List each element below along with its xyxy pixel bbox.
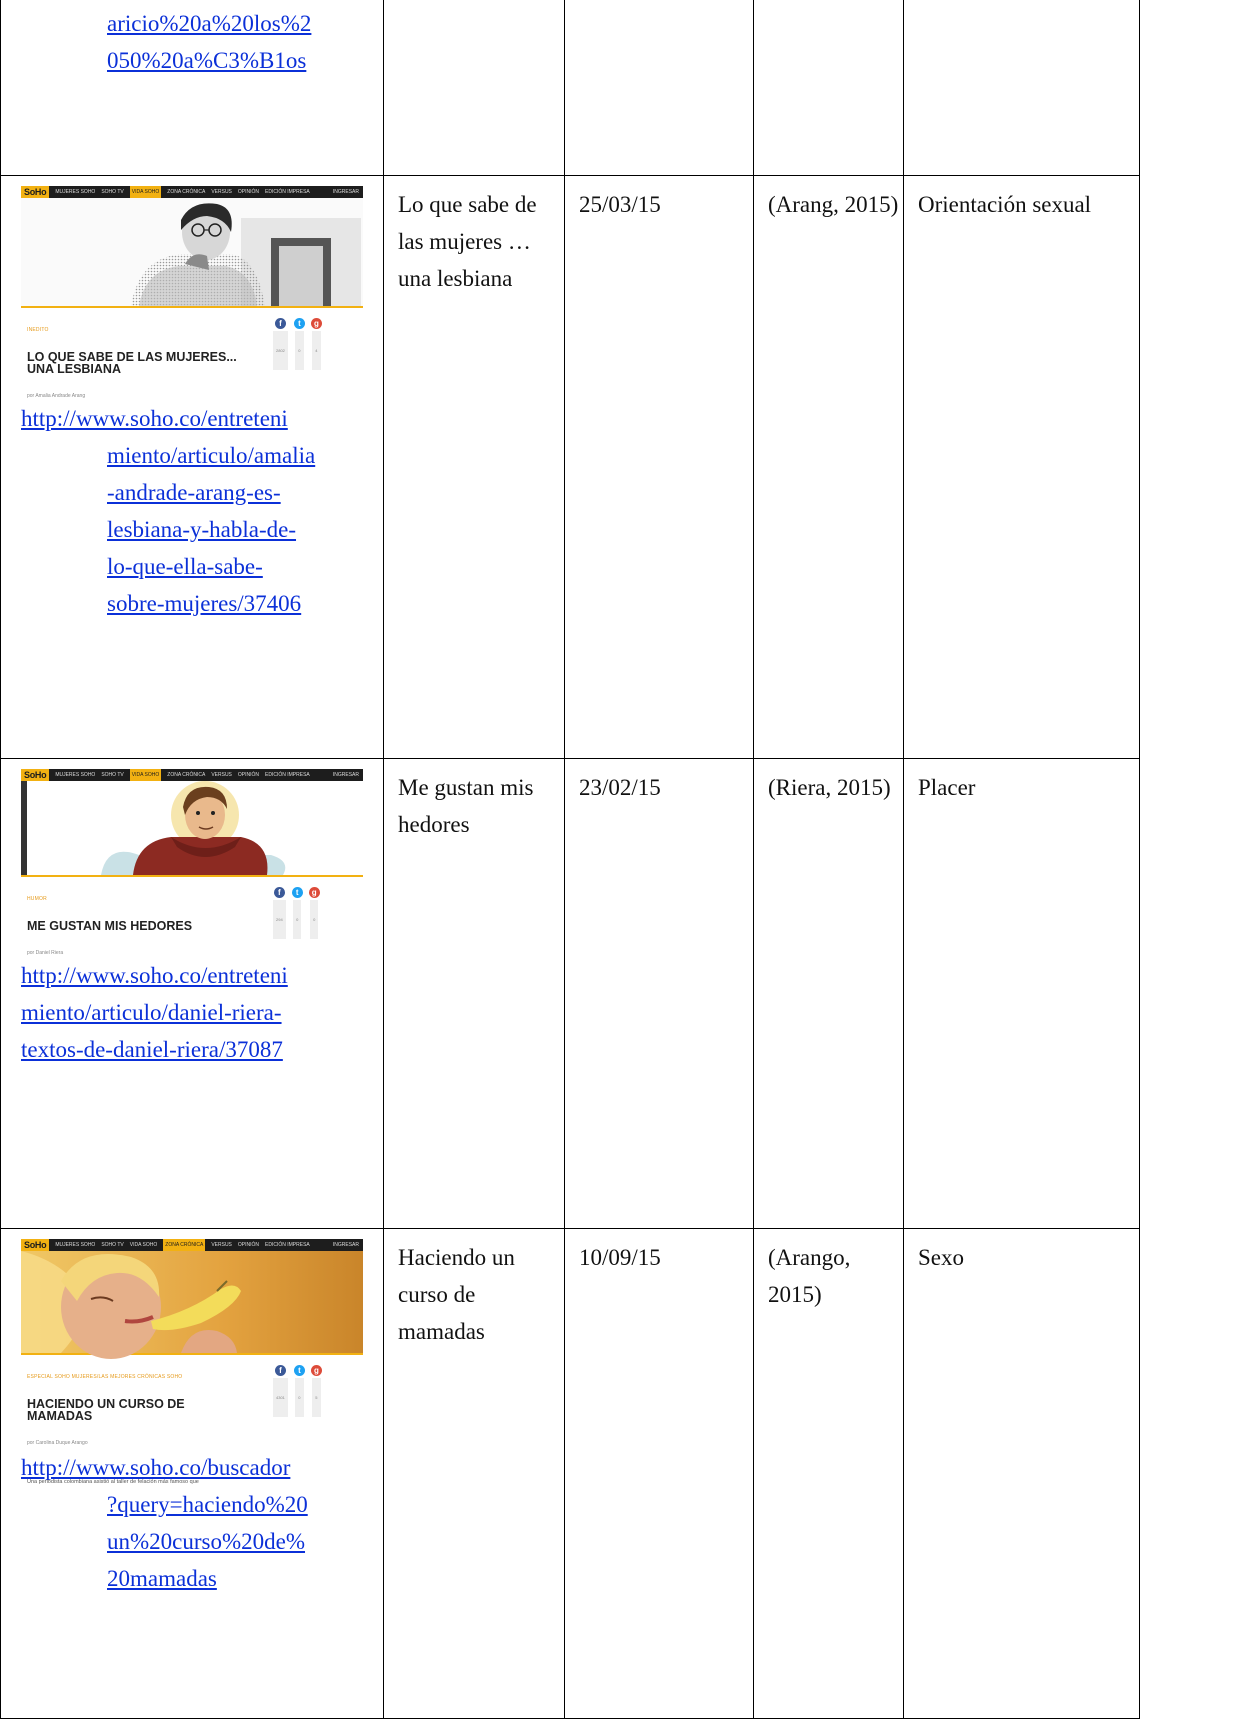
share-count: 0 xyxy=(293,900,301,939)
twitter-icon: t xyxy=(294,1365,305,1376)
share-count: 0 xyxy=(310,900,318,939)
social-share xyxy=(273,318,322,370)
nav-item: SOHO TV xyxy=(101,188,124,195)
article-date: 10/09/15 xyxy=(579,1245,661,1270)
article-teaser: Una periodista colombiana asistió al taller de felación más famoso que xyxy=(27,1479,199,1485)
link-cell xyxy=(1,759,384,1229)
article-section: HUMOR xyxy=(27,896,47,902)
category-cell xyxy=(904,759,1140,1229)
share-count: 5 xyxy=(312,1378,320,1417)
twitter-icon: t xyxy=(292,887,303,898)
article-link[interactable] xyxy=(1,400,383,622)
article-headline: ME GUSTAN MIS HEDORES xyxy=(27,919,193,933)
link-cell xyxy=(1,176,384,759)
article-link-line[interactable]: ?query=haciendo%20 xyxy=(107,1492,308,1517)
nav-item: ZONA CRÓNICA xyxy=(167,188,206,195)
link-cell xyxy=(1,0,384,176)
article-link-line[interactable]: 050%20a%C3%B1os xyxy=(107,48,307,73)
table-row xyxy=(1,176,1140,759)
nav-item: MUJERES SOHO xyxy=(55,1241,96,1248)
link-cell xyxy=(1,1229,384,1719)
share-count: 4301 xyxy=(273,1378,288,1417)
title-cell xyxy=(384,176,565,759)
article-citation: (Arango, 2015) xyxy=(768,1245,851,1307)
article-title: Lo que sabe de las mujeres … una lesbiana xyxy=(398,192,537,291)
social-share xyxy=(273,1365,322,1417)
nav-item: EDICIÓN IMPRESA xyxy=(265,188,310,195)
photo-illustration xyxy=(21,1251,363,1353)
nav-item: VERSUS xyxy=(211,1241,232,1248)
article-date: 25/03/15 xyxy=(579,192,661,217)
site-logo: SoHo xyxy=(21,1239,49,1251)
article-link-line[interactable]: sobre-mujeres/37406 xyxy=(107,591,302,616)
article-section: ESPECIAL SOHO MUJERES/LAS MEJORES CRÓNICAS SOHO xyxy=(27,1374,183,1380)
article-link-line[interactable]: un%20curso%20de% xyxy=(107,1529,306,1554)
nav-item: OPINIÓN xyxy=(237,771,260,778)
article-byline: por Amalia Andrade Arang xyxy=(27,393,86,399)
share-count: 2802 xyxy=(273,331,288,370)
article-screenshot xyxy=(21,186,363,399)
article-title: Haciendo un curso de mamadas xyxy=(398,1245,515,1344)
nav-item: MUJERES SOHO xyxy=(55,771,96,778)
login-link: INGRESAR xyxy=(332,771,359,778)
article-link-line[interactable]: lo-que-ella-sabe- xyxy=(107,554,263,579)
article-byline: por Daniel Riera xyxy=(27,950,64,956)
nav-item: SOHO TV xyxy=(101,1241,124,1248)
citation-cell xyxy=(754,0,904,176)
article-title: Me gustan mis hedores xyxy=(398,775,534,837)
share-count: 0 xyxy=(295,331,303,370)
site-navbar xyxy=(21,769,363,781)
share-count: 294 xyxy=(273,900,286,939)
nav-item: EDICIÓN IMPRESA xyxy=(265,1241,310,1248)
social-share xyxy=(273,887,320,939)
title-cell xyxy=(384,0,565,176)
article-link-line[interactable]: miento/articulo/amalia xyxy=(107,443,316,468)
google-plus-icon: g xyxy=(311,1365,322,1376)
site-logo: SoHo xyxy=(21,186,49,198)
category-cell xyxy=(904,1229,1140,1719)
hero-image xyxy=(21,1251,363,1353)
article-link-line[interactable]: aricio%20a%20los%2 xyxy=(107,11,312,36)
article-citation: (Arang, 2015) xyxy=(768,192,899,217)
nav-item-active: ZONA CRÓNICA xyxy=(163,1239,205,1251)
google-plus-icon: g xyxy=(309,887,320,898)
hero-image xyxy=(21,198,363,306)
article-headline: LO QUE SABE DE LAS MUJERES... UNA LESBIANA xyxy=(27,350,237,376)
date-cell xyxy=(565,0,754,176)
article-category: Placer xyxy=(918,775,976,800)
table-row xyxy=(1,759,1140,1229)
share-count: 4 xyxy=(312,331,320,370)
site-navbar xyxy=(21,186,363,198)
category-cell xyxy=(904,0,1140,176)
citation-cell xyxy=(754,176,904,759)
article-screenshot xyxy=(21,769,363,956)
article-link-line[interactable]: lesbiana-y-habla-de- xyxy=(107,517,297,542)
category-cell xyxy=(904,176,1140,759)
site-navbar xyxy=(21,1239,363,1251)
table-row xyxy=(1,0,1140,176)
google-plus-icon: g xyxy=(311,318,322,329)
article-link-line[interactable]: http://www.soho.co/buscador xyxy=(21,1455,291,1480)
article-category: Sexo xyxy=(918,1245,964,1270)
nav-item: OPINIÓN xyxy=(237,1241,260,1248)
article-citation: (Riera, 2015) xyxy=(768,775,891,800)
article-meta xyxy=(21,877,363,956)
nav-item: OPINIÓN xyxy=(237,188,260,195)
login-link: INGRESAR xyxy=(332,1241,359,1248)
article-category: Orientación sexual xyxy=(918,192,1092,217)
nav-item: VERSUS xyxy=(211,188,232,195)
article-section: INEDITO xyxy=(27,327,49,333)
nav-item: VIDA SOHO xyxy=(129,1241,158,1248)
title-cell xyxy=(384,1229,565,1719)
portrait-illustration xyxy=(21,198,363,306)
date-cell xyxy=(565,759,754,1229)
facebook-icon: f xyxy=(274,887,285,898)
citation-cell xyxy=(754,1229,904,1719)
share-count: 0 xyxy=(295,1378,303,1417)
article-headline: HACIENDO UN CURSO DE MAMADAS xyxy=(27,1397,185,1423)
article-link-line[interactable]: textos-de-daniel-riera/37087 xyxy=(21,1037,283,1062)
article-link[interactable] xyxy=(1,957,383,1068)
nav-item: EDICIÓN IMPRESA xyxy=(265,771,310,778)
twitter-icon: t xyxy=(294,318,305,329)
article-date: 23/02/15 xyxy=(579,775,661,800)
login-link: INGRESAR xyxy=(332,188,359,195)
nav-item: VERSUS xyxy=(211,771,232,778)
facebook-icon: f xyxy=(275,318,286,329)
table-row xyxy=(1,1229,1140,1719)
article-link-line[interactable]: -andrade-arang-es- xyxy=(107,480,281,505)
article-link-line[interactable]: http://www.soho.co/entreteni xyxy=(21,963,288,988)
facebook-icon: f xyxy=(275,1365,286,1376)
site-logo: SoHo xyxy=(21,769,49,781)
nav-item-active: VIDA SOHO xyxy=(130,769,162,781)
hero-image xyxy=(21,781,363,875)
article-link-line[interactable]: miento/articulo/daniel-riera- xyxy=(21,1000,282,1025)
caricature-illustration xyxy=(21,781,363,875)
nav-item-active: VIDA SOHO xyxy=(130,186,162,198)
nav-item: MUJERES SOHO xyxy=(55,188,96,195)
article-meta xyxy=(21,308,363,399)
nav-item: SOHO TV xyxy=(101,771,124,778)
title-cell xyxy=(384,759,565,1229)
citation-cell xyxy=(754,759,904,1229)
article-byline: por Carolina Duque Arango xyxy=(27,1440,88,1446)
nav-item: ZONA CRÓNICA xyxy=(167,771,206,778)
article-link-line[interactable]: 20mamadas xyxy=(107,1566,217,1591)
article-link-line[interactable]: http://www.soho.co/entreteni xyxy=(21,406,288,431)
date-cell xyxy=(565,1229,754,1719)
date-cell xyxy=(565,176,754,759)
